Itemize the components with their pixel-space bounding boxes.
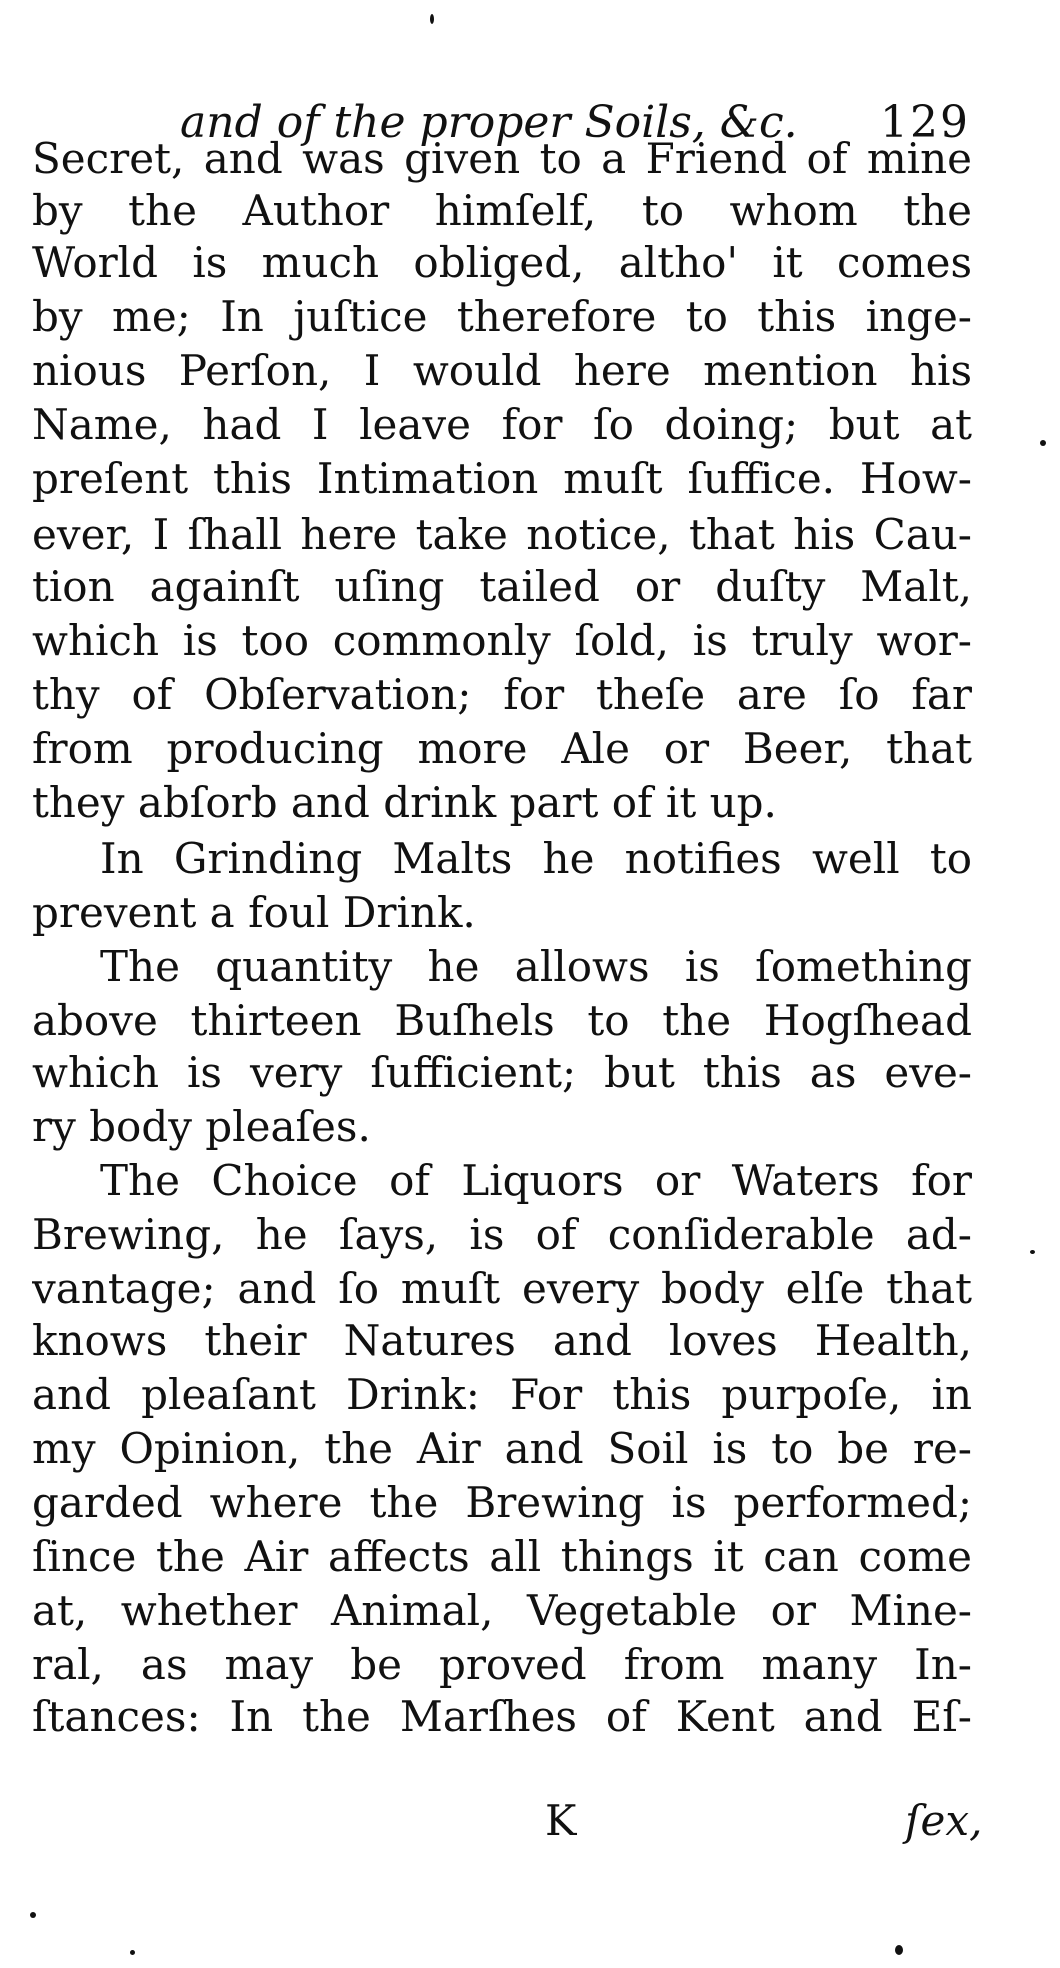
text-line: World is much obliged, altho' it comes: [32, 238, 972, 287]
ink-speck: [1030, 1250, 1035, 1254]
text-line: vantage; and ſo muſt every body elſe that: [32, 1264, 972, 1313]
text-line: tion againſt uſing tailed or duſty Malt,: [32, 562, 972, 611]
ink-speck: [130, 1950, 135, 1955]
signature-mark: K: [545, 1796, 577, 1845]
running-title: and of the proper Soils, &c.: [180, 97, 798, 148]
text-line: ever, I ſhall here take notice, that his Cau-: [32, 510, 972, 559]
text-line: my Opinion, the Air and Soil is to be re-: [32, 1424, 972, 1473]
text-line: nious Perſon, I would here mention his: [32, 346, 972, 395]
text-line: ry body pleaſes.: [32, 1102, 371, 1151]
ink-speck: [1040, 440, 1046, 446]
ink-speck: [895, 1945, 903, 1955]
text-line: which is very ſufficient; but this as eve-: [32, 1048, 972, 1097]
text-line: ſince the Air affects all things it can come: [32, 1532, 972, 1581]
page-number: 129: [880, 97, 970, 148]
text-line: from producing more Ale or Beer, that: [32, 724, 972, 773]
text-line: by the Author himſelf, to whom the: [32, 186, 972, 235]
text-line: preſent this Intimation muſt ſuffice. How-: [32, 454, 972, 503]
text-line: and pleaſant Drink: For this purpoſe, in: [32, 1370, 972, 1419]
text-line: Name, had I leave for ſo doing; but at: [32, 400, 972, 449]
ink-speck: [430, 14, 434, 24]
text-line: they abſorb and drink part of it up.: [32, 778, 777, 827]
text-line: which is too commonly ſold, is truly wor-: [32, 616, 972, 665]
text-line: Brewing, he ſays, is of conſiderable ad-: [32, 1210, 972, 1259]
text-line: In Grinding Malts he notifies well to: [100, 834, 972, 883]
text-line: prevent a foul Drink.: [32, 888, 476, 937]
text-line: ſtances: In the Marſhes of Kent and Eſ-: [32, 1692, 972, 1741]
text-line: above thirteen Buſhels to the Hogſhead: [32, 996, 972, 1045]
text-line: by me; In juſtice therefore to this inge-: [32, 292, 972, 341]
catchword: ſex,: [905, 1796, 983, 1845]
text-line: thy of Obſervation; for theſe are ſo far: [32, 670, 972, 719]
text-line: Secret, and was given to a Friend of mine: [32, 134, 972, 183]
text-line: knows their Natures and loves Health,: [32, 1316, 972, 1365]
text-line: The Choice of Liquors or Waters for: [100, 1156, 972, 1205]
text-line: at, whether Animal, Vegetable or Mine-: [32, 1586, 972, 1635]
text-line: The quantity he allows is ſomething: [100, 942, 972, 991]
text-line: ral, as may be proved from many In-: [32, 1640, 972, 1689]
text-line: garded where the Brewing is performed;: [32, 1478, 972, 1527]
ink-speck: [30, 1912, 36, 1918]
